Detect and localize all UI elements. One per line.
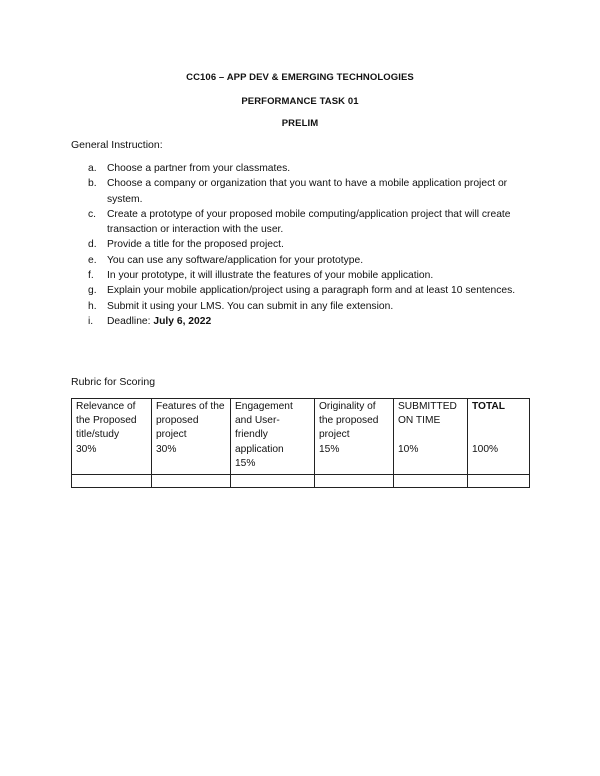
rubric-cell-total	[468, 399, 530, 475]
deadline-date: July 6, 2022	[153, 315, 212, 327]
rubric-column-title: SUBMITTED ON TIME	[398, 401, 457, 427]
instruction-text: Provide a title for the proposed project.	[107, 239, 284, 251]
instruction-text: You can use any software/application for your prototype.	[107, 254, 364, 266]
rubric-column-title: TOTAL	[472, 401, 506, 412]
rubric-score-cell	[152, 475, 231, 488]
instruction-text: In your prototype, it will illustrate the features of your mobile application.	[107, 270, 434, 282]
course-title: CC106 – APP DEV & EMERGING TECHNOLOGIES	[186, 72, 414, 83]
instruction-text: Create a prototype of your proposed mobile computing/application project that will create transaction or interaction with the user.	[107, 208, 511, 236]
rubric-column-weight: 15%	[319, 443, 340, 455]
instruction-marker: c.	[88, 208, 97, 220]
rubric-header-row	[72, 399, 530, 475]
instruction-marker: i.	[88, 315, 94, 327]
instruction-marker: h.	[88, 300, 97, 312]
rubric-column-weight: 100%	[472, 443, 499, 455]
instruction-item	[71, 207, 541, 238]
rubric-column-title: Engagement and User-friendly application	[235, 401, 293, 455]
rubric-column-title: Relevance of the Proposed title/study	[76, 401, 137, 441]
rubric-score-cell	[394, 475, 468, 488]
rubric-label: Rubric for Scoring	[71, 376, 156, 388]
instruction-marker: a.	[88, 163, 97, 174]
rubric-table	[71, 398, 530, 488]
task-title: PERFORMANCE TASK 01	[241, 96, 359, 107]
instruction-marker: g.	[88, 285, 97, 297]
rubric-cell-originality	[315, 399, 394, 475]
rubric-score-cell	[231, 475, 315, 488]
rubric-score-cell	[468, 475, 530, 488]
rubric-spacer	[398, 428, 463, 442]
instruction-marker: f.	[88, 270, 94, 282]
rubric-cell-engagement	[231, 399, 315, 475]
instruction-item	[71, 268, 541, 283]
instruction-list	[71, 161, 541, 329]
rubric-cell-relevance	[72, 399, 152, 475]
rubric-column-weight: 15%	[235, 457, 256, 469]
instruction-text: Choose a company or organization that you want to have a mobile application project or system.	[107, 178, 508, 205]
rubric-cell-features	[152, 399, 231, 475]
rubric-spacer	[472, 414, 525, 442]
general-instruction-label: General Instruction:	[71, 139, 163, 151]
instruction-item	[71, 176, 541, 207]
rubric-column-title: Features of the proposed project	[156, 401, 225, 441]
instruction-marker: d.	[88, 239, 97, 251]
instruction-text: Deadline:	[107, 315, 154, 327]
rubric-column-weight: 10%	[398, 443, 419, 455]
instruction-marker: b.	[88, 178, 97, 190]
rubric-column-weight: 30%	[76, 443, 97, 455]
instruction-marker: e.	[88, 254, 97, 266]
instruction-text: Submit it using your LMS. You can submit in any file extension.	[107, 300, 394, 312]
rubric-column-weight: 30%	[156, 443, 177, 455]
rubric-score-cell	[72, 475, 152, 488]
instruction-item	[71, 161, 541, 176]
term-title: PRELIM	[281, 118, 319, 129]
instruction-item	[71, 237, 541, 252]
instruction-text: Choose a partner from your classmates.	[107, 163, 291, 174]
instruction-item	[71, 283, 541, 298]
instruction-item	[71, 253, 541, 268]
instruction-text: Explain your mobile application/project using a paragraph form and at least 10 sentences.	[107, 285, 516, 297]
rubric-score-cell	[315, 475, 394, 488]
rubric-column-title: Originality of the proposed project	[319, 401, 379, 441]
rubric-score-row	[72, 475, 530, 488]
instruction-item	[71, 299, 541, 314]
rubric-cell-submitted	[394, 399, 468, 475]
instruction-item	[71, 314, 541, 329]
